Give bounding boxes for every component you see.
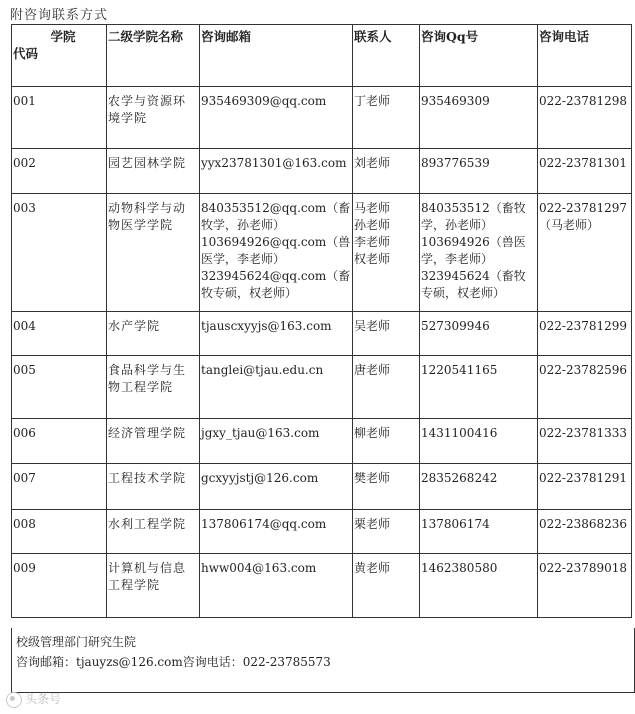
code-cell: 001 (12, 87, 107, 149)
header-phone: 咨询电话 (538, 25, 632, 87)
contact-cell: 丁老师 (353, 87, 420, 149)
qq-cell: 1462380580 (420, 554, 538, 618)
phone-cell: 022-23781291 (538, 464, 632, 510)
watermark (6, 690, 61, 708)
code-cell: 006 (12, 419, 107, 464)
contact-cell: 唐老师 (353, 356, 420, 419)
college-cell: 水利工程学院 (107, 510, 200, 554)
table-caption: 附咨询联系方式 (10, 8, 109, 23)
contact-cell: 刘老师 (353, 149, 420, 194)
contact-cell: 柳老师 (353, 419, 420, 464)
header-email: 咨询邮箱 (200, 25, 353, 87)
email-cell: yyx23781301@163.com (200, 149, 353, 194)
email-cell: 137806174@qq.com (200, 510, 353, 554)
phone-cell: 022-23781298 (538, 87, 632, 149)
watermark-logo-icon (6, 692, 22, 708)
footer-dept: 校级管理部门研究生院 (16, 635, 137, 649)
table-row (12, 419, 632, 464)
table-row (12, 464, 632, 510)
footer-note (11, 628, 635, 693)
qq-cell: 935469309 (420, 87, 538, 149)
table-row (12, 312, 632, 356)
email-cell: tjauscxyyjs@163.com (200, 312, 353, 356)
code-cell: 003 (12, 194, 107, 312)
phone-cell: 022-23782596 (538, 356, 632, 419)
email-cell: 840353512@qq.com（畜牧学，孙老师） 103694926@qq.com（兽医学，李老师） 323945624@qq.com（畜牧专硕，权老师） (200, 194, 353, 312)
code-cell: 007 (12, 464, 107, 510)
contact-cell: 马老师 孙老师 李老师 权老师 (353, 194, 420, 312)
header-code: 学院 代码 (12, 25, 107, 87)
footer-contact: 咨询邮箱：tjauyzs@126.com咨询电话：022-23785573 (16, 655, 331, 669)
code-cell: 009 (12, 554, 107, 618)
email-cell: gcxyyjstj@126.com (200, 464, 353, 510)
college-cell: 农学与资源环境学院 (107, 87, 200, 149)
phone-cell: 022-23781333 (538, 419, 632, 464)
qq-cell: 1220541165 (420, 356, 538, 419)
email-cell: 935469309@qq.com (200, 87, 353, 149)
email-cell: tanglei@tjau.edu.cn (200, 356, 353, 419)
qq-cell: 2835268242 (420, 464, 538, 510)
qq-cell: 527309946 (420, 312, 538, 356)
college-cell: 水产学院 (107, 312, 200, 356)
contact-cell: 樊老师 (353, 464, 420, 510)
code-cell: 004 (12, 312, 107, 356)
header-qq: 咨询Qq号 (420, 25, 538, 87)
code-cell: 008 (12, 510, 107, 554)
phone-cell: 022-23781301 (538, 149, 632, 194)
college-cell: 计算机与信息工程学院 (107, 554, 200, 618)
phone-cell: 022-23781299 (538, 312, 632, 356)
phone-cell: 022-23781297（马老师） (538, 194, 632, 312)
table-row (12, 87, 632, 149)
contact-table (11, 24, 632, 618)
code-cell: 002 (12, 149, 107, 194)
header-contact: 联系人 (353, 25, 420, 87)
table-row (12, 510, 632, 554)
code-cell: 005 (12, 356, 107, 419)
college-cell: 动物科学与动物医学学院 (107, 194, 200, 312)
qq-cell: 840353512（畜牧学，孙老师） 103694926（兽医学，李老师） 323945624（畜牧专硕，权老师） (420, 194, 538, 312)
watermark-text: 头条号 (25, 692, 62, 706)
contact-cell: 吴老师 (353, 312, 420, 356)
qq-cell: 1431100416 (420, 419, 538, 464)
qq-cell: 893776539 (420, 149, 538, 194)
qq-cell: 137806174 (420, 510, 538, 554)
table-row (12, 149, 632, 194)
email-cell: hww004@163.com (200, 554, 353, 618)
contact-cell: 黄老师 (353, 554, 420, 618)
college-cell: 工程技术学院 (107, 464, 200, 510)
college-cell: 经济管理学院 (107, 419, 200, 464)
header-row (12, 25, 632, 87)
college-cell: 园艺园林学院 (107, 149, 200, 194)
contact-cell: 栗老师 (353, 510, 420, 554)
phone-cell: 022-23789018 (538, 554, 632, 618)
table-row (12, 356, 632, 419)
phone-cell: 022-23868236 (538, 510, 632, 554)
email-cell: jgxy_tjau@163.com (200, 419, 353, 464)
table-row (12, 554, 632, 618)
college-cell: 食品科学与生物工程学院 (107, 356, 200, 419)
table-row (12, 194, 632, 312)
header-college: 二级学院名称 (107, 25, 200, 87)
